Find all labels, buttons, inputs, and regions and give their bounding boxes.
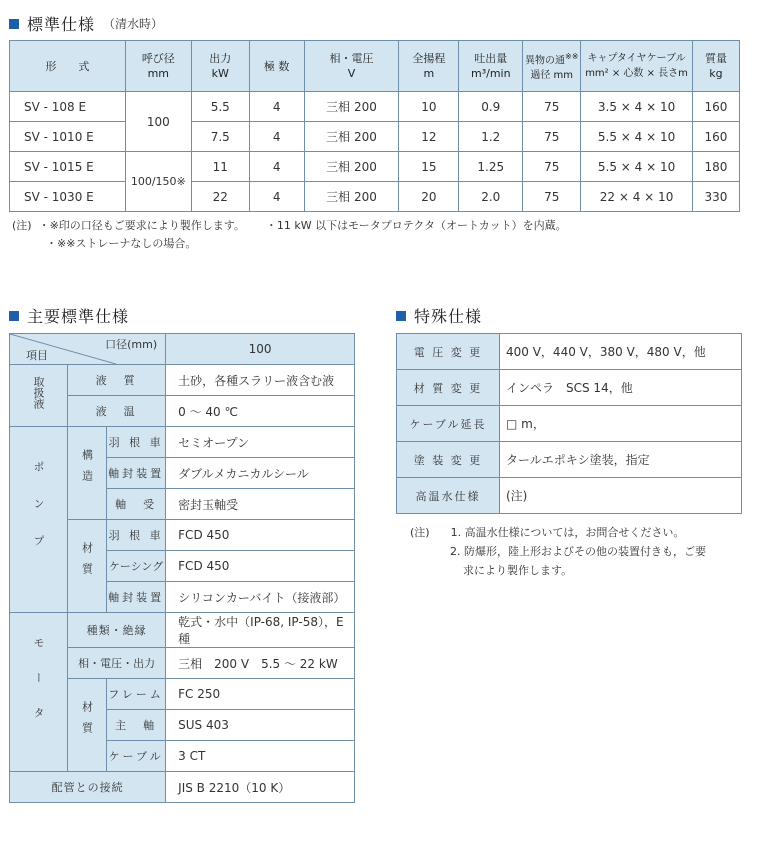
header-poles: 極 数 <box>249 41 304 92</box>
label-s-impeller: 羽 根 車 <box>107 427 166 458</box>
value-m-seal: シリコンカーバイト（接液部） <box>166 582 355 613</box>
cell-model: SV - 1030 E <box>10 182 126 212</box>
special-note-line-1: (注) 1. 高温水仕様については，お問合せください。 <box>410 526 685 539</box>
value-type: 乾式・水中（IP-68, IP-58），E 種 <box>166 613 355 648</box>
table-row <box>397 442 742 478</box>
cell-voltage: 三相 200 <box>304 152 399 182</box>
cell-mass: 160 <box>692 92 739 122</box>
cell-bore-group-2: 100/150※ <box>125 152 191 212</box>
cell-model: SV - 108 E <box>10 92 126 122</box>
standard-spec-title: 標準仕様 <box>27 15 96 34</box>
table-row <box>397 406 742 442</box>
table-row <box>397 334 742 370</box>
label-phase: 相・電圧・出力 <box>68 648 166 679</box>
cell-head: 20 <box>399 182 459 212</box>
table-row <box>397 370 742 406</box>
value-hot-water: (注) <box>500 478 742 514</box>
table-row <box>10 122 740 152</box>
group-pump: ポンプ <box>10 427 68 613</box>
label-type: 種類・絶縁 <box>68 613 166 648</box>
header-bore: 呼び径 mm <box>125 41 191 92</box>
corner-item-label: 項目 <box>26 349 48 362</box>
special-spec-table <box>396 333 742 514</box>
table-row <box>10 613 355 648</box>
header-power: 出力 kW <box>191 41 249 92</box>
label-liquid: 液 質 <box>68 365 166 396</box>
value-paint-change: タールエポキシ塗装，指定 <box>500 442 742 478</box>
cell-mass: 330 <box>692 182 739 212</box>
value-cable-extension: □ m， <box>500 406 742 442</box>
cell-power: 11 <box>191 152 249 182</box>
table-row <box>10 92 740 122</box>
cell-cable: 3.5 × 4 × 10 <box>581 92 693 122</box>
label-material-change: 材 質 変 更 <box>397 370 500 406</box>
label-m-impeller: 羽 根 車 <box>107 520 166 551</box>
cell-poles: 4 <box>249 152 304 182</box>
standard-spec-heading <box>9 12 163 35</box>
special-note-line-3: 求により製作します。 <box>463 564 573 577</box>
label-cable: ケーブル <box>107 741 166 772</box>
cell-mass: 160 <box>692 122 739 152</box>
value-s-bearing: 密封玉軸受 <box>166 489 355 520</box>
value-liquid: 土砂，各種スラリー液含む液 <box>166 365 355 396</box>
cell-head: 12 <box>399 122 459 152</box>
label-s-bearing: 軸 受 <box>107 489 166 520</box>
value-cable: 3 CT <box>166 741 355 772</box>
header-cable: キャプタイヤケーブル mm² × 心数 × 長さm <box>581 41 693 92</box>
label-s-seal: 軸封装置 <box>107 458 166 489</box>
cell-poles: 4 <box>249 122 304 152</box>
corner-bore-label: 口径(mm) <box>105 338 158 351</box>
table-row <box>10 365 355 396</box>
value-temp: 0 ～ 40 ℃ <box>166 396 355 427</box>
cell-voltage: 三相 200 <box>304 122 399 152</box>
label-hot-water: 高温水仕様 <box>397 478 500 514</box>
label-paint-change: 塗 装 変 更 <box>397 442 500 478</box>
table-row <box>10 427 355 458</box>
standard-note-line-2: ・※※ストレーナなしの場合。 <box>46 237 197 250</box>
label-temp: 液 温 <box>68 396 166 427</box>
table-row <box>10 182 740 212</box>
cell-cable: 5.5 × 4 × 10 <box>581 122 693 152</box>
label-m-casing: ケーシング <box>107 551 166 582</box>
corner-cell <box>10 334 166 365</box>
label-m-seal: 軸封装置 <box>107 582 166 613</box>
group-motor: モータ <box>10 613 68 772</box>
cell-voltage: 三相 200 <box>304 92 399 122</box>
value-s-impeller: セミオープン <box>166 427 355 458</box>
group-structure: 構造 <box>68 427 107 520</box>
table-row <box>10 152 740 182</box>
main-spec-heading <box>9 304 129 327</box>
value-m-impeller: FCD 450 <box>166 520 355 551</box>
cell-voltage: 三相 200 <box>304 182 399 212</box>
header-head: 全揚程 m <box>399 41 459 92</box>
cell-cable: 22 × 4 × 10 <box>581 182 693 212</box>
main-spec-table <box>9 333 355 803</box>
standard-spec-table <box>9 40 740 212</box>
cell-head: 15 <box>399 152 459 182</box>
cell-power: 5.5 <box>191 92 249 122</box>
square-bullet-icon <box>396 311 406 321</box>
cell-model: SV - 1015 E <box>10 152 126 182</box>
value-pipe: JIS B 2210（10 K） <box>166 772 355 803</box>
special-spec-title: 特殊仕様 <box>414 307 483 326</box>
cell-flow: 0.9 <box>459 92 523 122</box>
cell-power: 7.5 <box>191 122 249 152</box>
standard-spec-subtitle: （清水時） <box>103 17 164 31</box>
cell-flow: 1.2 <box>459 122 523 152</box>
table-row <box>397 478 742 514</box>
cell-model: SV - 1010 E <box>10 122 126 152</box>
cell-flow: 1.25 <box>459 152 523 182</box>
cell-power: 22 <box>191 182 249 212</box>
special-spec-heading <box>396 304 482 327</box>
value-material-change: インペラ SCS 14，他 <box>500 370 742 406</box>
cell-flow: 2.0 <box>459 182 523 212</box>
standard-header-row <box>10 41 740 92</box>
special-note-line-2: 2. 防爆形，陸上形およびその他の装置付きも，ご要 <box>450 545 706 558</box>
cell-head: 10 <box>399 92 459 122</box>
cell-bore-group-1: 100 <box>125 92 191 152</box>
label-shaft: 主 軸 <box>107 710 166 741</box>
value-phase: 三相 200 V 5.5 ～ 22 kW <box>166 648 355 679</box>
special-notes <box>410 523 740 580</box>
value-shaft: SUS 403 <box>166 710 355 741</box>
cell-poles: 4 <box>249 92 304 122</box>
value-frame: FC 250 <box>166 679 355 710</box>
label-cable-extension: ケーブル延長 <box>397 406 500 442</box>
cell-solid: 75 <box>523 122 581 152</box>
group-motor-material: 材質 <box>68 679 107 772</box>
cell-solid: 75 <box>523 92 581 122</box>
header-flow: 吐出量 m³/min <box>459 41 523 92</box>
cell-poles: 4 <box>249 182 304 212</box>
cell-solid: 75 <box>523 182 581 212</box>
value-s-seal: ダブルメカニカルシール <box>166 458 355 489</box>
cell-solid: 75 <box>523 152 581 182</box>
table-row <box>10 772 355 803</box>
bore-value: 100 <box>166 334 355 365</box>
standard-notes <box>12 217 742 253</box>
label-voltage-change: 電 圧 変 更 <box>397 334 500 370</box>
group-material: 材質 <box>68 520 107 613</box>
value-m-casing: FCD 450 <box>166 551 355 582</box>
label-pipe: 配管との接続 <box>10 772 166 803</box>
square-bullet-icon <box>9 311 19 321</box>
header-voltage: 相・電圧 V <box>304 41 399 92</box>
header-model: 形 式 <box>10 41 126 92</box>
header-solid: 異物の通※※ 過径 mm <box>523 41 581 92</box>
header-mass: 質量 kg <box>692 41 739 92</box>
main-spec-title: 主要標準仕様 <box>27 307 130 326</box>
group-handling-liquid: 取扱液 <box>10 365 68 427</box>
standard-note-line-1: (注) ・※印の口径もご要求により製作します。 ・11 kW 以下はモータプロテクタ（オートカット）を内蔵。 <box>12 219 567 232</box>
cell-cable: 5.5 × 4 × 10 <box>581 152 693 182</box>
cell-mass: 180 <box>692 152 739 182</box>
square-bullet-icon <box>9 19 19 29</box>
main-header-row <box>10 334 355 365</box>
label-frame: フレーム <box>107 679 166 710</box>
value-voltage-change: 400 V，440 V，380 V，480 V，他 <box>500 334 742 370</box>
